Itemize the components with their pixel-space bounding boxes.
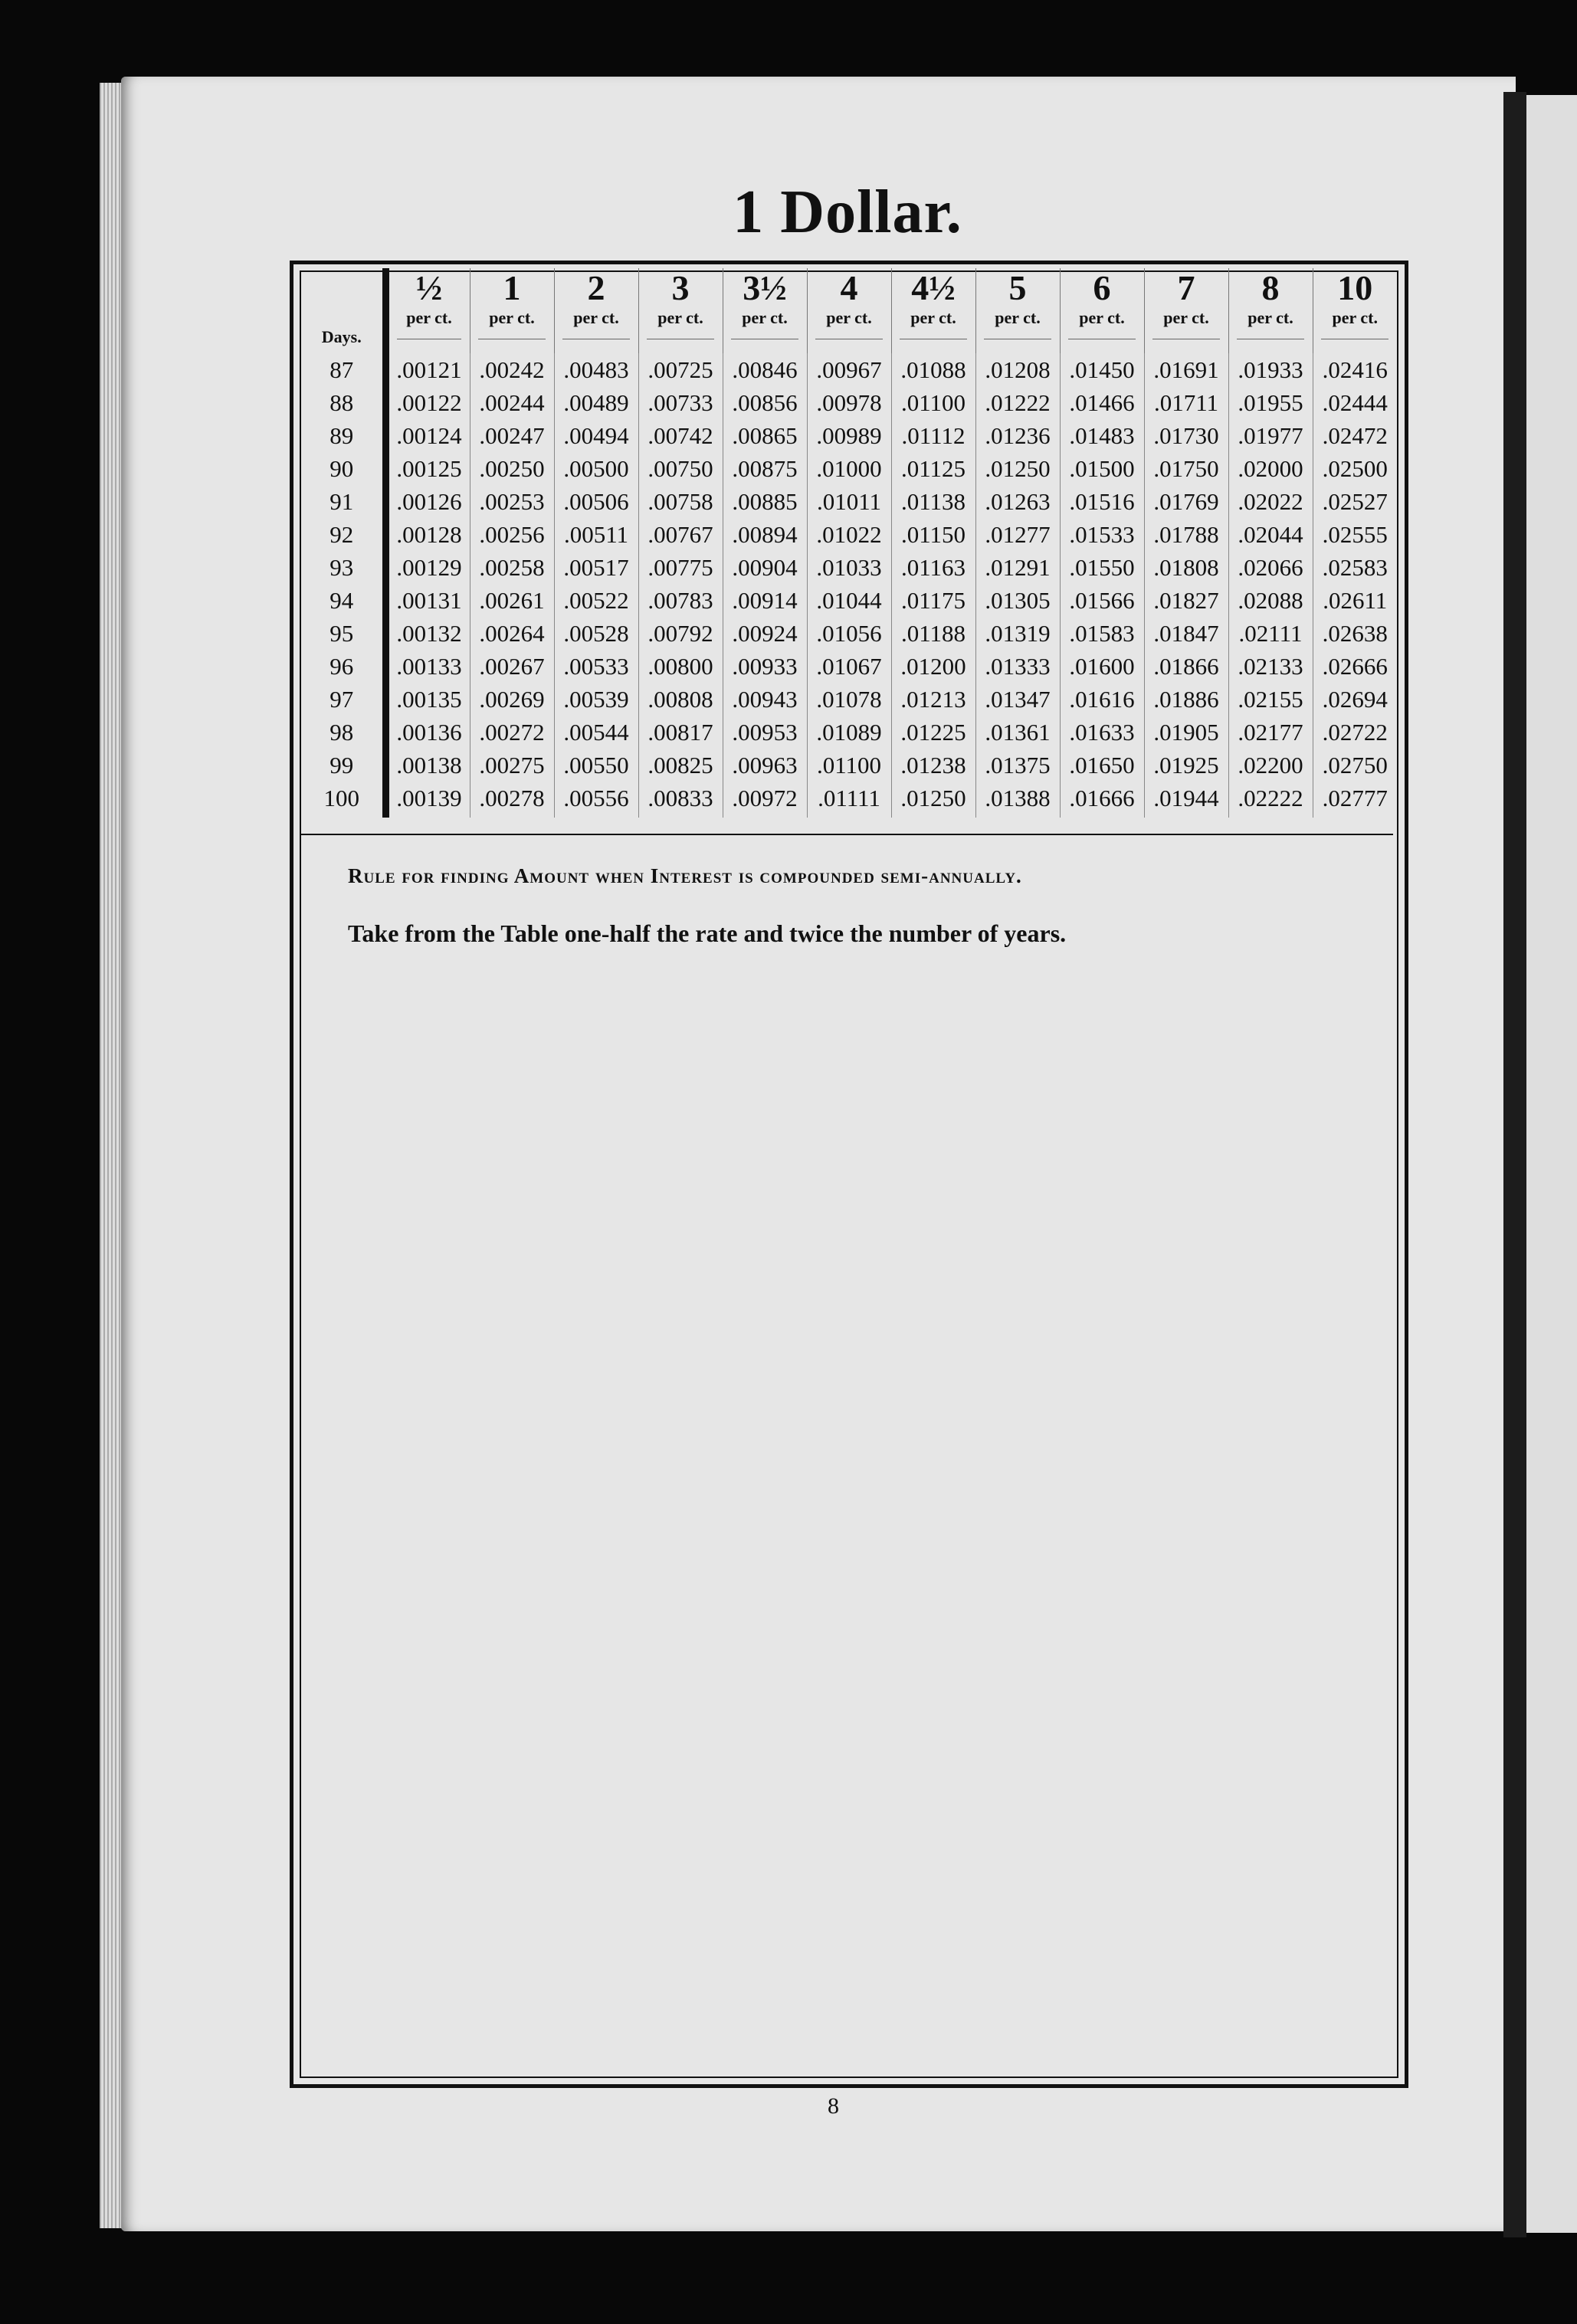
value-cell: .00800 bbox=[638, 650, 723, 683]
value-cell: .00126 bbox=[385, 485, 470, 518]
page-title: 1 Dollar. bbox=[733, 179, 962, 246]
table-row bbox=[301, 683, 1397, 716]
interest-table bbox=[301, 268, 1397, 818]
value-cell: .00967 bbox=[807, 353, 891, 386]
table-row bbox=[301, 386, 1397, 419]
value-cell: .02022 bbox=[1228, 485, 1313, 518]
value-cell: .01466 bbox=[1060, 386, 1144, 419]
value-cell: .01566 bbox=[1060, 584, 1144, 617]
value-cell: .00533 bbox=[554, 650, 638, 683]
table-header-row bbox=[301, 268, 1397, 353]
value-cell: .02500 bbox=[1313, 452, 1397, 485]
book-spine bbox=[1503, 92, 1526, 2237]
value-cell: .00924 bbox=[723, 617, 807, 650]
value-cell: .00750 bbox=[638, 452, 723, 485]
value-cell: .00489 bbox=[554, 386, 638, 419]
rate-column-header bbox=[554, 268, 638, 353]
value-cell: .01691 bbox=[1144, 353, 1228, 386]
day-cell: 91 bbox=[329, 488, 354, 515]
value-cell: .00894 bbox=[723, 518, 807, 551]
table-row bbox=[301, 485, 1397, 518]
day-cell: 87 bbox=[329, 356, 354, 383]
value-cell: .00856 bbox=[723, 386, 807, 419]
value-cell: .00550 bbox=[554, 749, 638, 782]
value-cell: .00494 bbox=[554, 419, 638, 452]
rate-column-header bbox=[891, 268, 975, 353]
value-cell: .01616 bbox=[1060, 683, 1144, 716]
value-cell: .00511 bbox=[554, 518, 638, 551]
value-cell: .00733 bbox=[638, 386, 723, 419]
value-cell: .02066 bbox=[1228, 551, 1313, 584]
value-cell: .01150 bbox=[891, 518, 975, 551]
value-cell: .00933 bbox=[723, 650, 807, 683]
value-cell: .01516 bbox=[1060, 485, 1144, 518]
value-cell: .01827 bbox=[1144, 584, 1228, 617]
value-cell: .01056 bbox=[807, 617, 891, 650]
value-cell: .01033 bbox=[807, 551, 891, 584]
rate-value: 5 bbox=[1008, 268, 1027, 307]
table-row bbox=[301, 353, 1397, 386]
rule-heading: Rule for finding Amount when Interest is compounded semi-annually. bbox=[348, 864, 1022, 887]
value-cell: .00128 bbox=[385, 518, 470, 551]
value-cell: .01238 bbox=[891, 749, 975, 782]
value-cell: .00256 bbox=[470, 518, 554, 551]
value-cell: .00269 bbox=[470, 683, 554, 716]
value-cell: .02722 bbox=[1313, 716, 1397, 749]
value-cell: .01067 bbox=[807, 650, 891, 683]
rate-column-header bbox=[470, 268, 554, 353]
value-cell: .01730 bbox=[1144, 419, 1228, 452]
day-cell: 94 bbox=[329, 587, 354, 614]
value-cell: .00972 bbox=[723, 782, 807, 818]
value-cell: .00125 bbox=[385, 452, 470, 485]
rate-column-header bbox=[385, 268, 470, 353]
value-cell: .01200 bbox=[891, 650, 975, 683]
day-cell: 88 bbox=[329, 389, 354, 416]
value-cell: .00133 bbox=[385, 650, 470, 683]
value-cell: .01250 bbox=[891, 782, 975, 818]
table-row bbox=[301, 716, 1397, 749]
value-cell: .00264 bbox=[470, 617, 554, 650]
rate-value: ½ bbox=[415, 268, 443, 307]
value-cell: .02638 bbox=[1313, 617, 1397, 650]
value-cell: .00808 bbox=[638, 683, 723, 716]
value-cell: .01225 bbox=[891, 716, 975, 749]
value-cell: .01277 bbox=[975, 518, 1060, 551]
rate-column-header bbox=[1060, 268, 1144, 353]
value-cell: .00544 bbox=[554, 716, 638, 749]
value-cell: .00865 bbox=[723, 419, 807, 452]
rate-unit: per ct. bbox=[1248, 308, 1293, 327]
value-cell: .00258 bbox=[470, 551, 554, 584]
value-cell: .00914 bbox=[723, 584, 807, 617]
value-cell: .01375 bbox=[975, 749, 1060, 782]
rate-column-header bbox=[723, 268, 807, 353]
day-cell: 90 bbox=[329, 455, 354, 482]
value-cell: .01263 bbox=[975, 485, 1060, 518]
table-row bbox=[301, 551, 1397, 584]
day-cell: 97 bbox=[329, 686, 354, 713]
value-cell: .02444 bbox=[1313, 386, 1397, 419]
value-cell: .00904 bbox=[723, 551, 807, 584]
rate-value: 10 bbox=[1337, 268, 1373, 307]
table-body bbox=[301, 353, 1397, 818]
value-cell: .01533 bbox=[1060, 518, 1144, 551]
value-cell: .01347 bbox=[975, 683, 1060, 716]
value-cell: .02611 bbox=[1313, 584, 1397, 617]
interest-table-container bbox=[301, 268, 1397, 818]
value-cell: .01788 bbox=[1144, 518, 1228, 551]
value-cell: .02694 bbox=[1313, 683, 1397, 716]
value-cell: .00775 bbox=[638, 551, 723, 584]
rate-unit: per ct. bbox=[406, 308, 452, 327]
value-cell: .01111 bbox=[807, 782, 891, 818]
value-cell: .00242 bbox=[470, 353, 554, 386]
table-row bbox=[301, 518, 1397, 551]
value-cell: .02000 bbox=[1228, 452, 1313, 485]
days-column-header: Days. bbox=[321, 327, 362, 346]
rate-unit: per ct. bbox=[910, 308, 956, 327]
value-cell: .01583 bbox=[1060, 617, 1144, 650]
value-cell: .01808 bbox=[1144, 551, 1228, 584]
value-cell: .01044 bbox=[807, 584, 891, 617]
value-cell: .02155 bbox=[1228, 683, 1313, 716]
day-cell: 92 bbox=[329, 521, 354, 548]
table-row bbox=[301, 617, 1397, 650]
value-cell: .01666 bbox=[1060, 782, 1144, 818]
value-cell: .00139 bbox=[385, 782, 470, 818]
value-cell: .02527 bbox=[1313, 485, 1397, 518]
rate-column-header bbox=[975, 268, 1060, 353]
day-cell: 95 bbox=[329, 620, 354, 647]
adjacent-page bbox=[1526, 95, 1577, 2233]
value-cell: .00725 bbox=[638, 353, 723, 386]
value-cell: .01483 bbox=[1060, 419, 1144, 452]
table-row bbox=[301, 749, 1397, 782]
value-cell: .00825 bbox=[638, 749, 723, 782]
rate-unit: per ct. bbox=[1079, 308, 1125, 327]
value-cell: .01236 bbox=[975, 419, 1060, 452]
rate-value: 1 bbox=[503, 268, 521, 307]
value-cell: .01078 bbox=[807, 683, 891, 716]
value-cell: .01925 bbox=[1144, 749, 1228, 782]
value-cell: .01333 bbox=[975, 650, 1060, 683]
value-cell: .00539 bbox=[554, 683, 638, 716]
value-cell: .01933 bbox=[1228, 353, 1313, 386]
value-cell: .00244 bbox=[470, 386, 554, 419]
value-cell: .01138 bbox=[891, 485, 975, 518]
value-cell: .00963 bbox=[723, 749, 807, 782]
table-bottom-rule bbox=[301, 834, 1393, 835]
value-cell: .00783 bbox=[638, 584, 723, 617]
value-cell: .00483 bbox=[554, 353, 638, 386]
value-cell: .01650 bbox=[1060, 749, 1144, 782]
rate-column-header bbox=[638, 268, 723, 353]
rate-unit: per ct. bbox=[742, 308, 788, 327]
value-cell: .01769 bbox=[1144, 485, 1228, 518]
value-cell: .00261 bbox=[470, 584, 554, 617]
value-cell: .00121 bbox=[385, 353, 470, 386]
table-row bbox=[301, 584, 1397, 617]
rate-value: 3½ bbox=[743, 268, 787, 307]
value-cell: .02472 bbox=[1313, 419, 1397, 452]
value-cell: .02133 bbox=[1228, 650, 1313, 683]
value-cell: .01847 bbox=[1144, 617, 1228, 650]
value-cell: .00138 bbox=[385, 749, 470, 782]
value-cell: .00875 bbox=[723, 452, 807, 485]
value-cell: .01750 bbox=[1144, 452, 1228, 485]
rate-value: 4½ bbox=[911, 268, 956, 307]
value-cell: .01125 bbox=[891, 452, 975, 485]
value-cell: .01711 bbox=[1144, 386, 1228, 419]
value-cell: .02088 bbox=[1228, 584, 1313, 617]
table-row bbox=[301, 419, 1397, 452]
value-cell: .00556 bbox=[554, 782, 638, 818]
value-cell: .01361 bbox=[975, 716, 1060, 749]
value-cell: .00132 bbox=[385, 617, 470, 650]
value-cell: .00833 bbox=[638, 782, 723, 818]
value-cell: .01011 bbox=[807, 485, 891, 518]
value-cell: .01319 bbox=[975, 617, 1060, 650]
value-cell: .00278 bbox=[470, 782, 554, 818]
value-cell: .00846 bbox=[723, 353, 807, 386]
value-cell: .00742 bbox=[638, 419, 723, 452]
day-cell: 96 bbox=[329, 653, 354, 680]
value-cell: .00767 bbox=[638, 518, 723, 551]
value-cell: .01977 bbox=[1228, 419, 1313, 452]
value-cell: .01955 bbox=[1228, 386, 1313, 419]
value-cell: .00817 bbox=[638, 716, 723, 749]
value-cell: .00522 bbox=[554, 584, 638, 617]
value-cell: .02177 bbox=[1228, 716, 1313, 749]
table-row bbox=[301, 452, 1397, 485]
value-cell: .01250 bbox=[975, 452, 1060, 485]
value-cell: .00978 bbox=[807, 386, 891, 419]
value-cell: .01213 bbox=[891, 683, 975, 716]
page-number: 8 bbox=[828, 2093, 839, 2119]
value-cell: .00506 bbox=[554, 485, 638, 518]
rate-unit: per ct. bbox=[573, 308, 619, 327]
value-cell: .00272 bbox=[470, 716, 554, 749]
value-cell: .01089 bbox=[807, 716, 891, 749]
value-cell: .00943 bbox=[723, 683, 807, 716]
value-cell: .00275 bbox=[470, 749, 554, 782]
value-cell: .02111 bbox=[1228, 617, 1313, 650]
day-cell: 93 bbox=[329, 554, 354, 581]
rate-value: 2 bbox=[587, 268, 605, 307]
value-cell: .02200 bbox=[1228, 749, 1313, 782]
rate-column-header bbox=[1228, 268, 1313, 353]
rate-value: 3 bbox=[671, 268, 690, 307]
value-cell: .01112 bbox=[891, 419, 975, 452]
value-cell: .02666 bbox=[1313, 650, 1397, 683]
value-cell: .00500 bbox=[554, 452, 638, 485]
rate-unit: per ct. bbox=[657, 308, 703, 327]
value-cell: .00528 bbox=[554, 617, 638, 650]
rate-value: 8 bbox=[1261, 268, 1280, 307]
value-cell: .00122 bbox=[385, 386, 470, 419]
table-row bbox=[301, 782, 1397, 818]
value-cell: .00267 bbox=[470, 650, 554, 683]
value-cell: .01450 bbox=[1060, 353, 1144, 386]
value-cell: .02777 bbox=[1313, 782, 1397, 818]
value-cell: .00124 bbox=[385, 419, 470, 452]
value-cell: .00129 bbox=[385, 551, 470, 584]
value-cell: .01163 bbox=[891, 551, 975, 584]
rate-value: 7 bbox=[1177, 268, 1195, 307]
day-cell: 98 bbox=[329, 719, 354, 746]
day-cell: 100 bbox=[323, 785, 359, 811]
value-cell: .01222 bbox=[975, 386, 1060, 419]
value-cell: .02555 bbox=[1313, 518, 1397, 551]
value-cell: .01866 bbox=[1144, 650, 1228, 683]
value-cell: .00136 bbox=[385, 716, 470, 749]
value-cell: .01208 bbox=[975, 353, 1060, 386]
rate-unit: per ct. bbox=[826, 308, 872, 327]
value-cell: .00989 bbox=[807, 419, 891, 452]
value-cell: .01088 bbox=[891, 353, 975, 386]
rate-unit: per ct. bbox=[1163, 308, 1209, 327]
value-cell: .01000 bbox=[807, 452, 891, 485]
table-row bbox=[301, 650, 1397, 683]
value-cell: .01100 bbox=[807, 749, 891, 782]
value-cell: .01305 bbox=[975, 584, 1060, 617]
value-cell: .00250 bbox=[470, 452, 554, 485]
value-cell: .00953 bbox=[723, 716, 807, 749]
value-cell: .01188 bbox=[891, 617, 975, 650]
value-cell: .01550 bbox=[1060, 551, 1144, 584]
value-cell: .01175 bbox=[891, 584, 975, 617]
value-cell: .02044 bbox=[1228, 518, 1313, 551]
value-cell: .00758 bbox=[638, 485, 723, 518]
value-cell: .02750 bbox=[1313, 749, 1397, 782]
rate-value: 6 bbox=[1093, 268, 1111, 307]
value-cell: .02583 bbox=[1313, 551, 1397, 584]
value-cell: .00517 bbox=[554, 551, 638, 584]
value-cell: .00885 bbox=[723, 485, 807, 518]
value-cell: .01633 bbox=[1060, 716, 1144, 749]
value-cell: .01944 bbox=[1144, 782, 1228, 818]
day-cell: 99 bbox=[329, 752, 354, 778]
rate-unit: per ct. bbox=[1332, 308, 1378, 327]
value-cell: .01100 bbox=[891, 386, 975, 419]
rule-text: Take from the Table one-half the rate and twice the number of years. bbox=[348, 919, 1067, 947]
value-cell: .00131 bbox=[385, 584, 470, 617]
rate-value: 4 bbox=[840, 268, 858, 307]
rate-unit: per ct. bbox=[489, 308, 535, 327]
value-cell: .02222 bbox=[1228, 782, 1313, 818]
value-cell: .02416 bbox=[1313, 353, 1397, 386]
value-cell: .00792 bbox=[638, 617, 723, 650]
value-cell: .01022 bbox=[807, 518, 891, 551]
value-cell: .01600 bbox=[1060, 650, 1144, 683]
rate-column-header bbox=[807, 268, 891, 353]
rate-column-header bbox=[1144, 268, 1228, 353]
value-cell: .01388 bbox=[975, 782, 1060, 818]
value-cell: .00135 bbox=[385, 683, 470, 716]
rate-column-header bbox=[1313, 268, 1397, 353]
value-cell: .01291 bbox=[975, 551, 1060, 584]
value-cell: .01500 bbox=[1060, 452, 1144, 485]
value-cell: .01886 bbox=[1144, 683, 1228, 716]
rate-unit: per ct. bbox=[995, 308, 1041, 327]
value-cell: .00247 bbox=[470, 419, 554, 452]
value-cell: .01905 bbox=[1144, 716, 1228, 749]
value-cell: .00253 bbox=[470, 485, 554, 518]
day-cell: 89 bbox=[329, 422, 354, 449]
